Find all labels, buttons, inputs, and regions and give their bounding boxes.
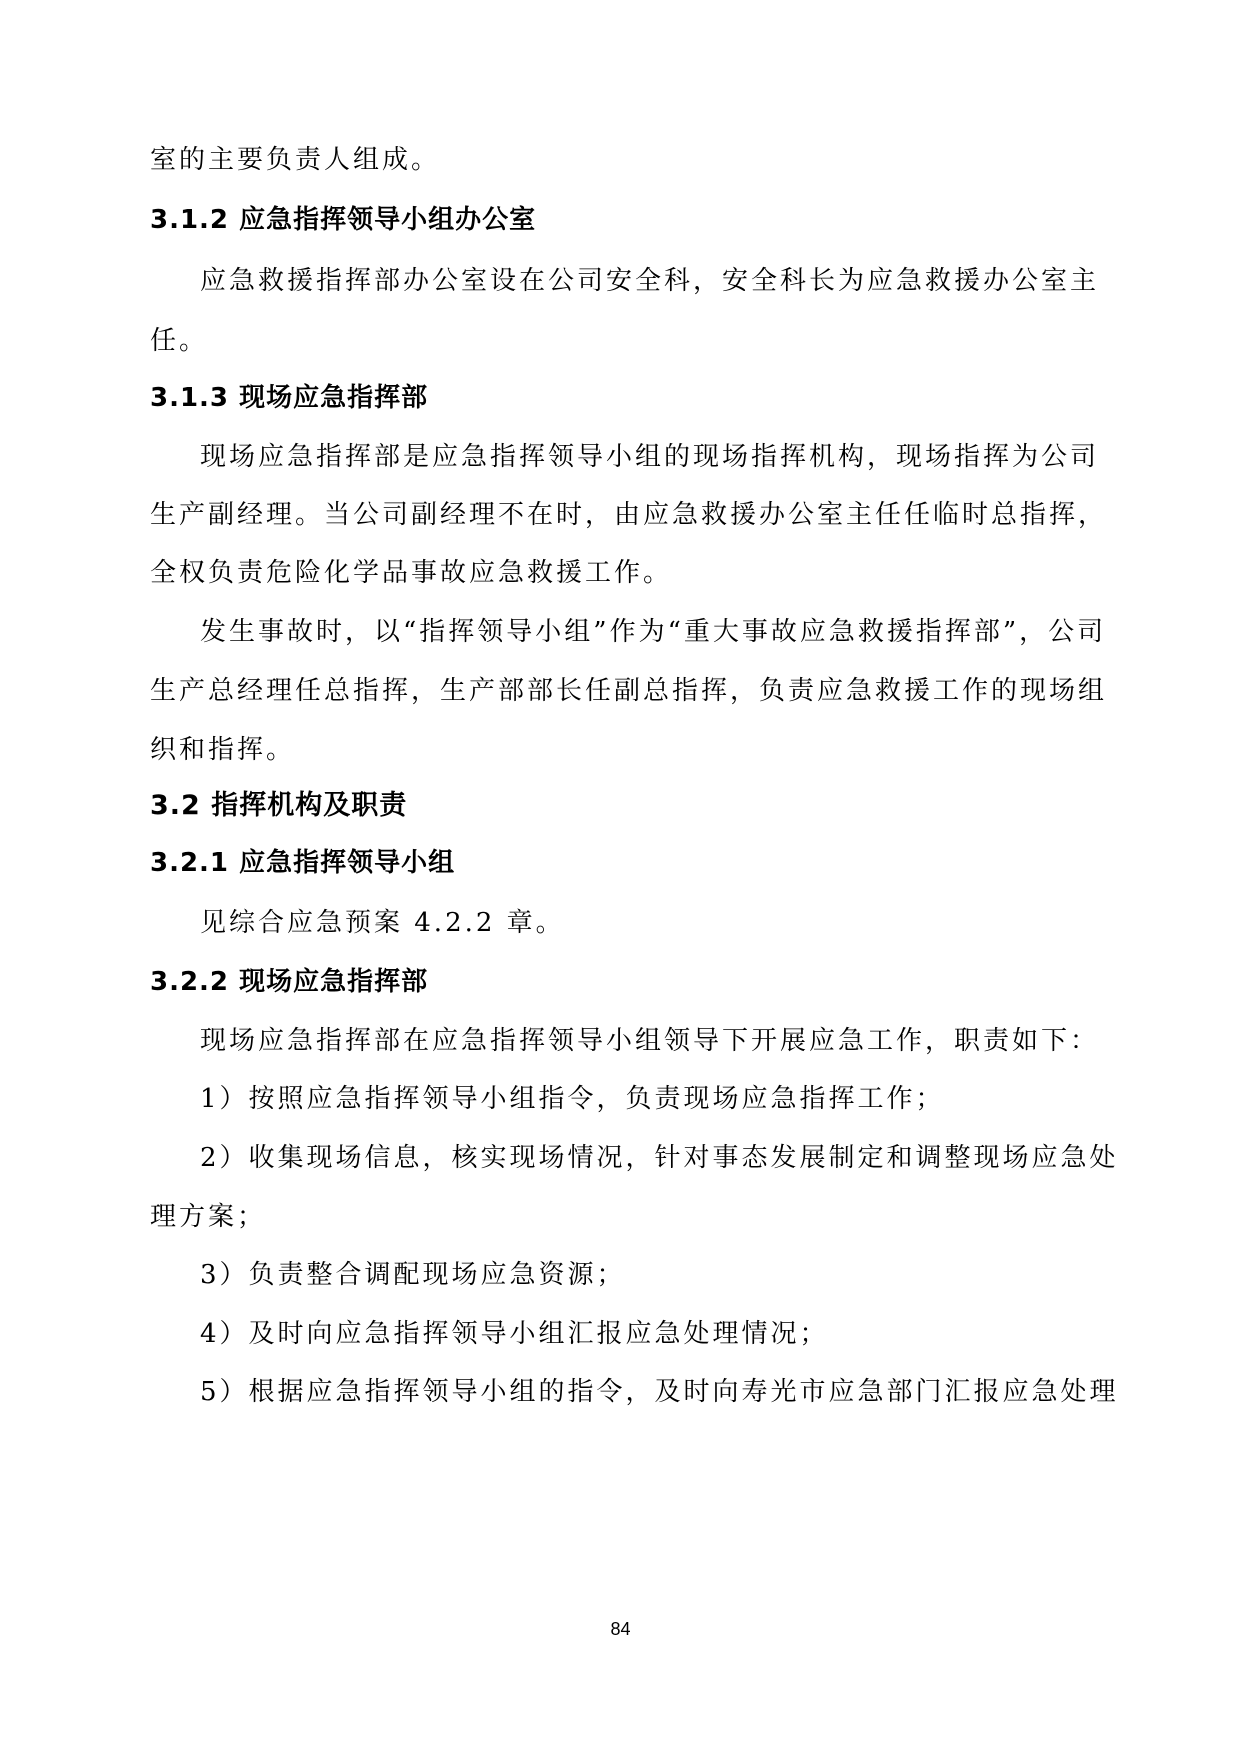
- paragraph-line: 织和指挥。: [150, 735, 296, 765]
- paragraph-line: 任。: [150, 326, 209, 356]
- paragraph-line: 生产总经理任总指挥，生产部部长任副总指挥，负责应急救援工作的现场组: [150, 676, 1108, 706]
- paragraph-line: 室的主要负责人组成。: [150, 145, 441, 175]
- section-heading-3-2-1: 3.2.1 应急指挥领导小组: [150, 848, 456, 878]
- list-item: 1）按照应急指挥领导小组指令，负责现场应急指挥工作；: [200, 1084, 945, 1114]
- section-heading-3-2-2: 3.2.2 现场应急指挥部: [150, 967, 429, 997]
- paragraph-line: 应急救援指挥部办公室设在公司安全科，安全科长为应急救援办公室主: [200, 266, 1100, 296]
- paragraph-line: 见综合应急预案 4.2.2 章。: [200, 908, 565, 938]
- section-heading-3-1-2: 3.1.2 应急指挥领导小组办公室: [150, 205, 537, 235]
- paragraph-line: 发生事故时，以“指挥领导小组”作为“重大事故应急救援指挥部”，公司: [200, 617, 1107, 647]
- list-item: 2）收集现场信息，核实现场情况，针对事态发展制定和调整现场应急处: [200, 1143, 1119, 1173]
- paragraph-line: 理方案；: [150, 1202, 267, 1232]
- list-item: 4）及时向应急指挥领导小组汇报应急处理情况；: [200, 1319, 829, 1349]
- page-number: 84: [610, 1619, 631, 1639]
- paragraph-line: 现场应急指挥部在应急指挥领导小组领导下开展应急工作，职责如下：: [200, 1026, 1100, 1056]
- section-heading-3-1-3: 3.1.3 现场应急指挥部: [150, 383, 429, 413]
- section-heading-3-2: 3.2 指挥机构及职责: [150, 790, 408, 821]
- paragraph-line: 生产副经理。当公司副经理不在时，由应急救援办公室主任任临时总指挥，: [150, 500, 1108, 530]
- list-item: 5）根据应急指挥领导小组的指令，及时向寿光市应急部门汇报应急处理: [200, 1377, 1119, 1407]
- paragraph-line: 现场应急指挥部是应急指挥领导小组的现场指挥机构，现场指挥为公司: [200, 442, 1100, 472]
- list-item: 3）负责整合调配现场应急资源；: [200, 1260, 626, 1290]
- paragraph-line: 全权负责危险化学品事故应急救援工作。: [150, 558, 673, 588]
